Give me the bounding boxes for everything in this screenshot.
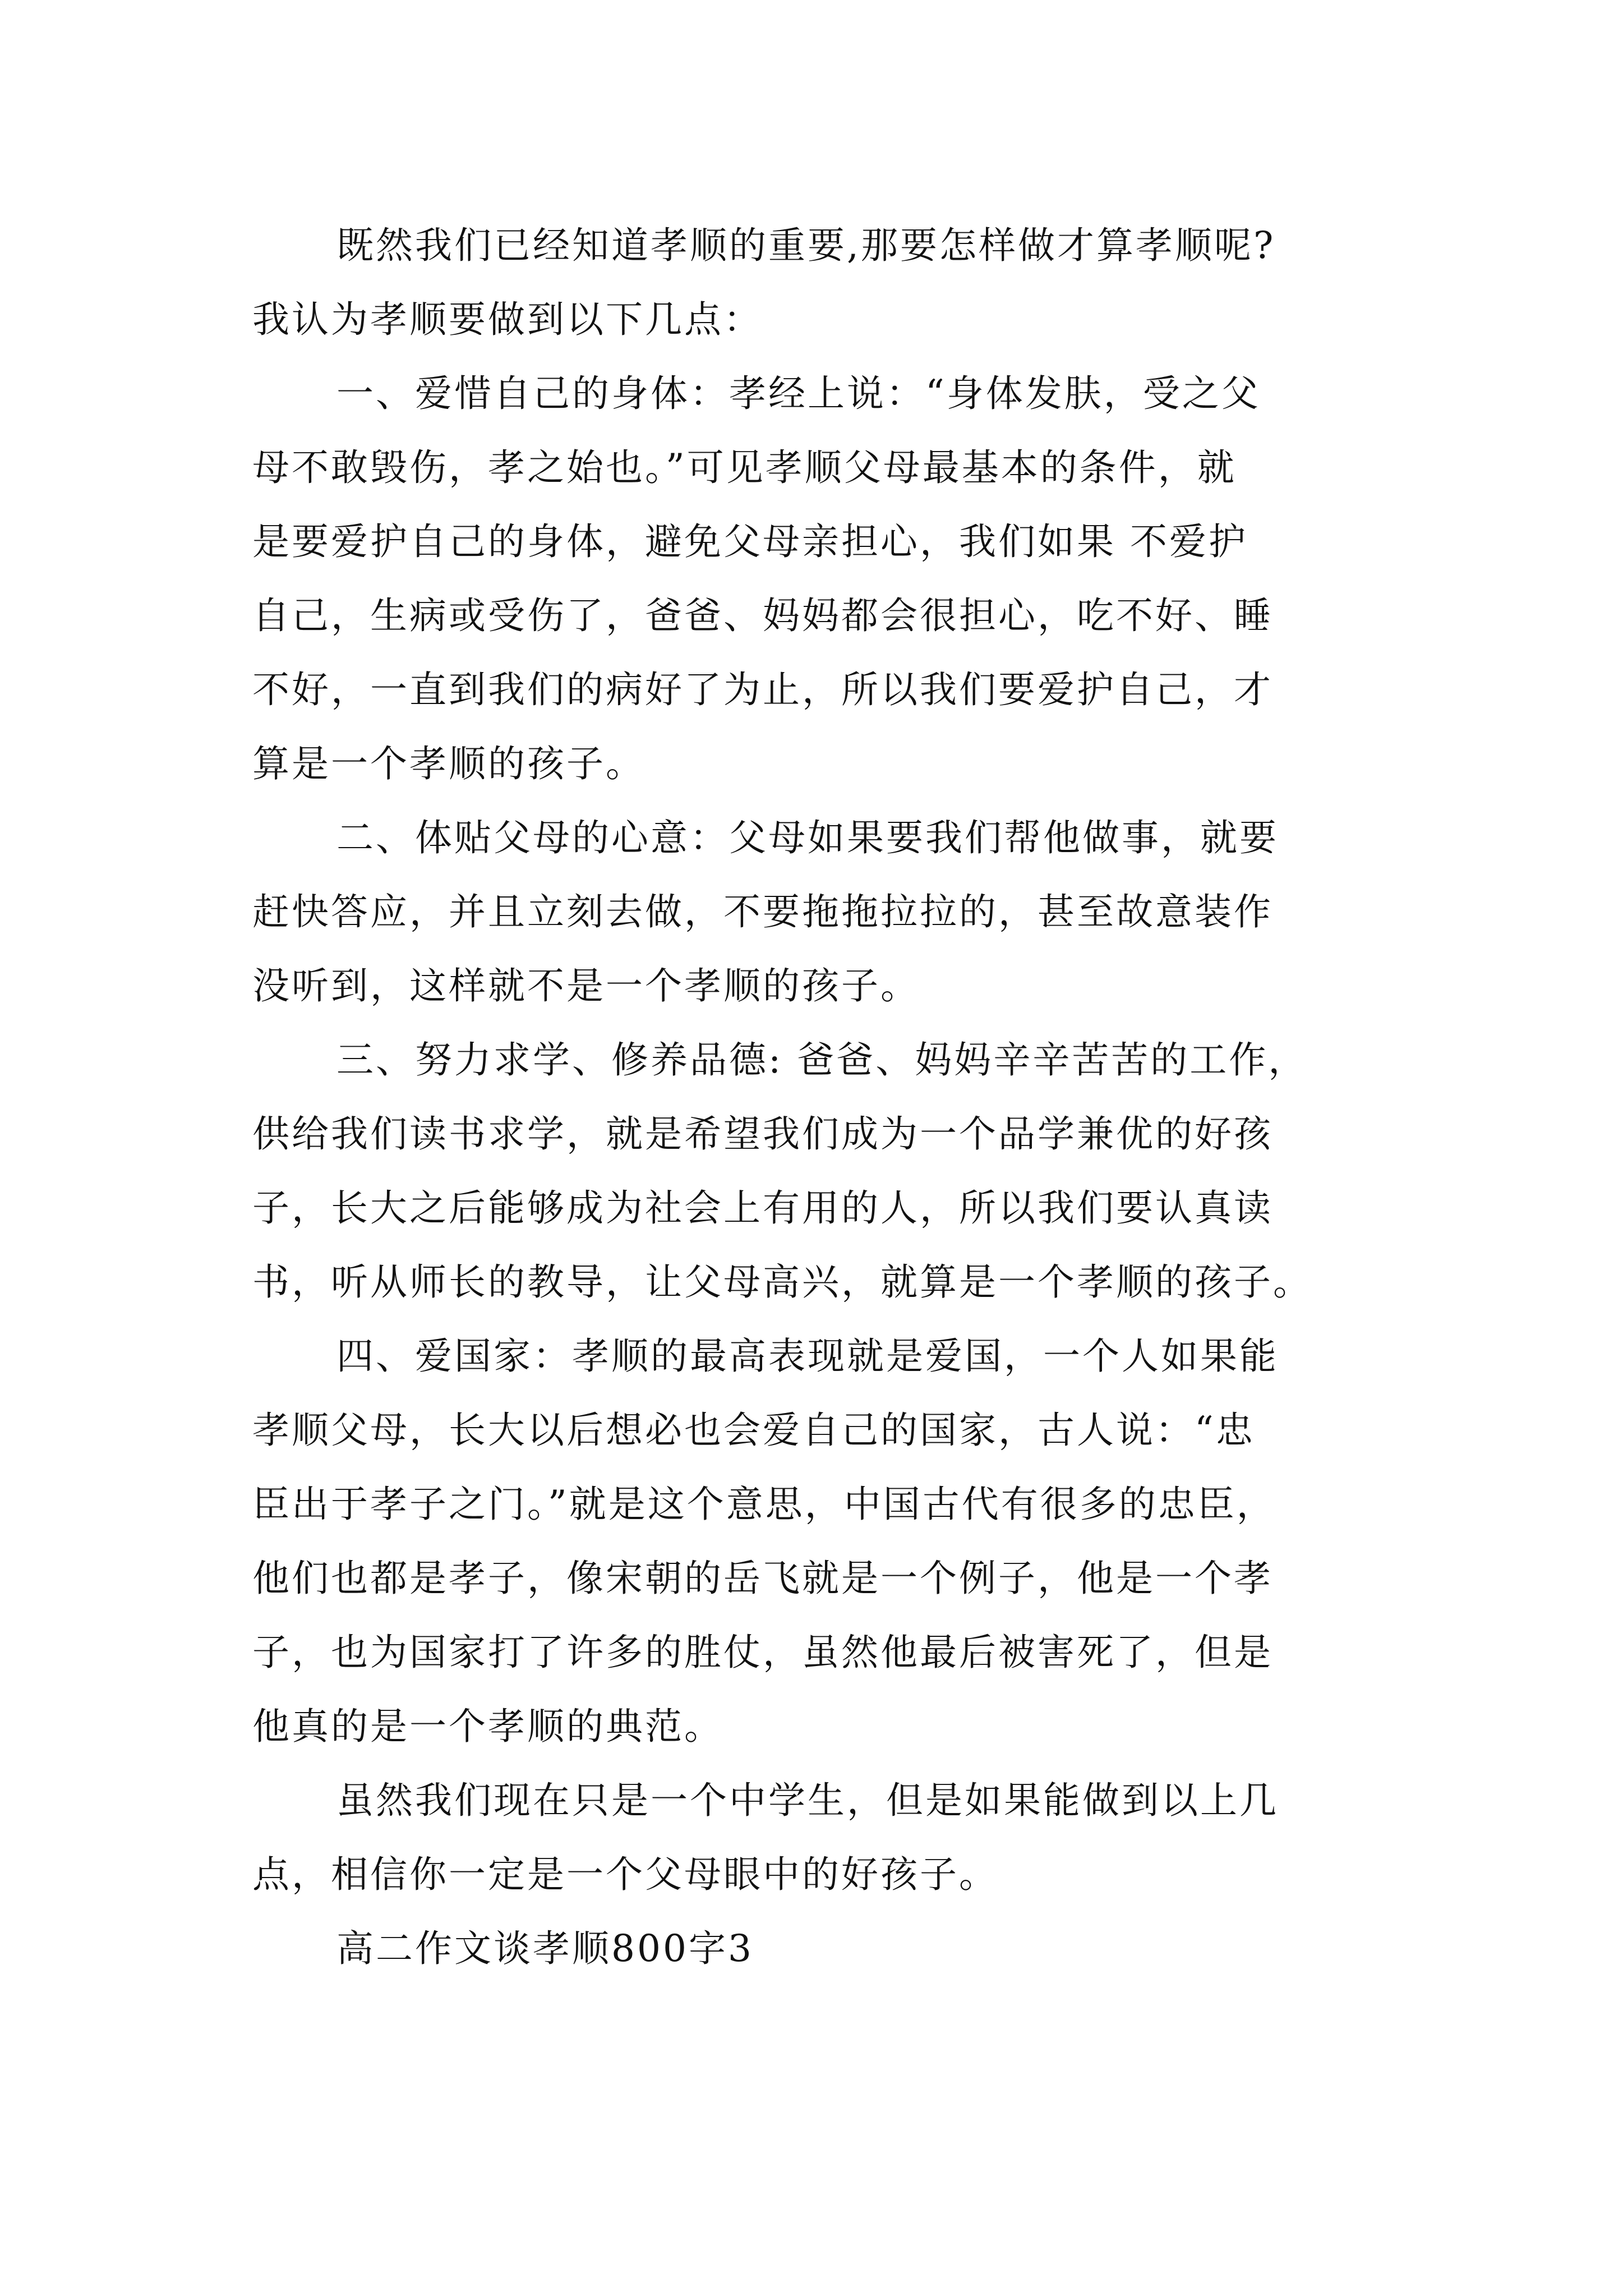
text-line: 子，也为国家打了许多的胜仗，虽然他最后被害死了，但是 — [252, 1631, 1273, 1674]
text-line: 既然我们已经知道孝顺的重要,那要怎样做才算孝顺呢? — [336, 224, 1276, 267]
text-line: 母不敢毁伤，孝之始也。”可见孝顺父母最基本的条件，就 — [252, 446, 1237, 489]
text-line: 四、爱国家：孝顺的最高表现就是爱国，一个人如果能 — [336, 1335, 1279, 1378]
text-line: 二、体贴父母的心意：父母如果要我们帮他做事，就要 — [336, 816, 1279, 859]
text-line: 孝顺父母，长大以后想必也会爱自己的国家，古人说：“忠 — [252, 1409, 1255, 1452]
text-line: 书，听从师长的教导，让父母高兴，就算是一个孝顺的孩子。 — [252, 1260, 1312, 1304]
text-line: 没听到，这样就不是一个孝顺的孩子。 — [252, 964, 920, 1007]
text-line: 子，长大之后能够成为社会上有用的人，所以我们要认真读 — [252, 1186, 1273, 1230]
text-line: 三、努力求学、修养品德: 爸爸、妈妈辛辛苦苦的工作， — [336, 1038, 1308, 1082]
section-heading: 高二作文谈孝顺800字3 — [336, 1927, 754, 1970]
text-line: 一、爱惜自己的身体：孝经上说：“身体发肤，受之父 — [336, 372, 1261, 415]
text-line: 虽然我们现在只是一个中学生，但是如果能做到以上几 — [336, 1779, 1279, 1822]
text-line: 他们也都是孝子，像宋朝的岳飞就是一个例子，他是一个孝 — [252, 1557, 1273, 1600]
text-line: 臣出于孝子之门。”就是这个意思，中国古代有很多的忠臣， — [252, 1483, 1276, 1526]
text-line: 自己，生病或受伤了，爸爸、妈妈都会很担心，吃不好、睡 — [252, 594, 1273, 637]
text-line: 是要爱护自己的身体，避免父母亲担心，我们如果 不爱护 — [252, 520, 1248, 563]
text-line: 算是一个孝顺的孩子。 — [252, 742, 645, 785]
text-line: 供给我们读书求学，就是希望我们成为一个品学兼优的好孩 — [252, 1112, 1273, 1156]
text-line: 我认为孝顺要做到以下几点： — [252, 298, 763, 341]
text-line: 赶快答应，并且立刻去做，不要拖拖拉拉的，甚至故意装作 — [252, 890, 1273, 933]
text-line: 他真的是一个孝顺的典范。 — [252, 1705, 723, 1748]
text-line: 不好，一直到我们的病好了为止，所以我们要爱护自己，才 — [252, 668, 1273, 711]
text-line: 点，相信你一定是一个父母眼中的好孩子。 — [252, 1853, 998, 1896]
